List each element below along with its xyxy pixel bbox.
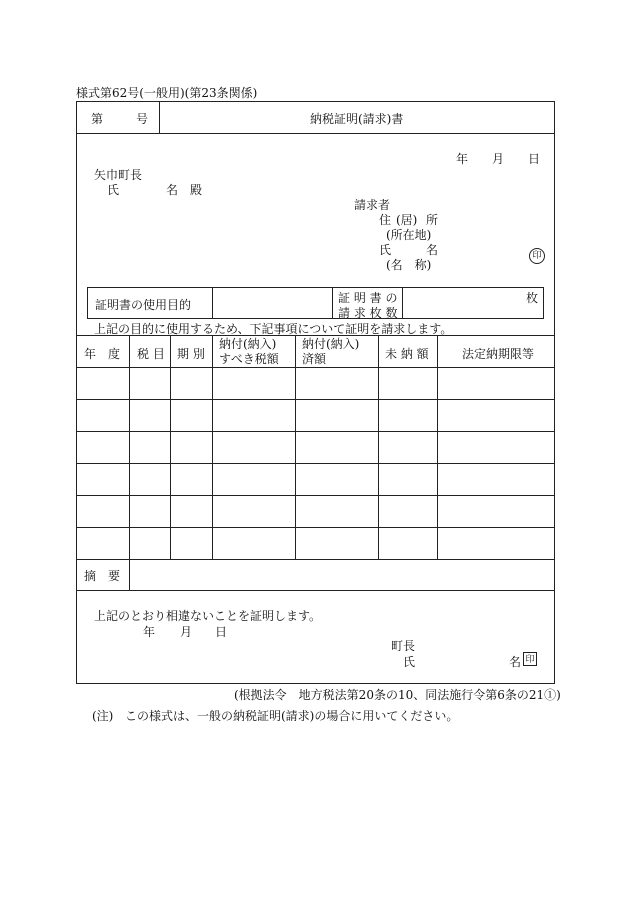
seal-mark: 印 [529, 248, 545, 264]
location-label: (所在地) [386, 228, 432, 242]
table-bottom [76, 559, 555, 560]
note-text: この様式は、一般の納税証明(請求)の場合に用いてください。 [125, 709, 459, 723]
col-header-due-2: すべき税額 [219, 352, 279, 366]
header-divider [76, 133, 555, 134]
summary-bottom [76, 590, 555, 591]
row-line [76, 431, 555, 432]
purpose-label: 証明書の使用目的 [95, 298, 192, 312]
requester-label: 請求者 [354, 198, 391, 212]
count-label-1: 証 明 書 の [338, 291, 398, 305]
col-header-unpaid: 未 納 額 [385, 347, 429, 361]
addressee-name-1: 氏 [107, 183, 120, 197]
number-label-2: 号 [136, 112, 149, 126]
row-line [76, 399, 555, 400]
cert-name-1: 氏 [403, 655, 416, 669]
form-id: 様式第62号(一般用)(第23条関係) [76, 86, 258, 100]
date-month: 月 [492, 152, 505, 166]
address-label-2: (居) [396, 213, 418, 227]
note-label: (注) [92, 709, 114, 723]
cert-date-month: 月 [180, 625, 193, 639]
col-header-year: 年 度 [84, 347, 121, 361]
cert-name-2: 名 [509, 655, 522, 669]
request-statement: 上記の目的に使用するため、下記事項について証明を請求します。 [94, 322, 453, 336]
form-title: 納税証明(請求)書 [310, 112, 404, 126]
header-vdivider [159, 101, 160, 133]
col-divider [437, 335, 438, 559]
row-line [76, 527, 555, 528]
col-header-paid-1: 納付(納入) [302, 337, 360, 351]
addressee-name-2: 名 [166, 183, 179, 197]
legal-basis: (根拠法令 地方税法第20条の10、同法施行令第6条の21①) [234, 688, 561, 702]
row-line [76, 495, 555, 496]
purpose-vdivider-1 [212, 287, 213, 319]
requester-name-1: 氏 [379, 243, 392, 257]
addressee: 矢巾町長 [94, 168, 143, 182]
tax-certificate-form [76, 101, 555, 684]
cert-seal-mark: 印 [523, 652, 537, 666]
table-header-bottom [76, 367, 555, 368]
date-day: 日 [528, 152, 541, 166]
title-name-label: (名 称) [386, 258, 432, 272]
col-divider [129, 335, 130, 590]
cert-date-day: 日 [215, 625, 228, 639]
row-line [76, 463, 555, 464]
col-divider [170, 335, 171, 559]
date-year: 年 [456, 152, 469, 166]
summary-label: 摘 要 [84, 569, 121, 583]
col-header-paid-2: 済額 [302, 352, 327, 366]
mayor-label: 町長 [391, 639, 416, 653]
col-header-tax-item: 税 目 [137, 347, 165, 361]
col-header-due-1: 納付(納入) [219, 337, 277, 351]
table-top [76, 335, 555, 336]
purpose-vdivider-3 [402, 287, 403, 319]
col-divider [378, 335, 379, 559]
address-label-3: 所 [426, 213, 439, 227]
col-divider [212, 335, 213, 559]
col-divider [295, 335, 296, 559]
honorific: 殿 [190, 183, 203, 197]
requester-name-2: 名 [426, 243, 439, 257]
address-label-1: 住 [379, 213, 392, 227]
number-label-1: 第 [91, 112, 104, 126]
count-unit: 枚 [526, 291, 539, 305]
col-header-deadline: 法定納期限等 [462, 347, 535, 361]
certification-statement: 上記のとおり相違ないことを証明します。 [94, 609, 322, 623]
purpose-vdivider-2 [332, 287, 333, 319]
count-label-2: 請 求 枚 数 [338, 306, 398, 320]
col-header-period: 期 別 [177, 347, 205, 361]
cert-date-year: 年 [143, 625, 156, 639]
